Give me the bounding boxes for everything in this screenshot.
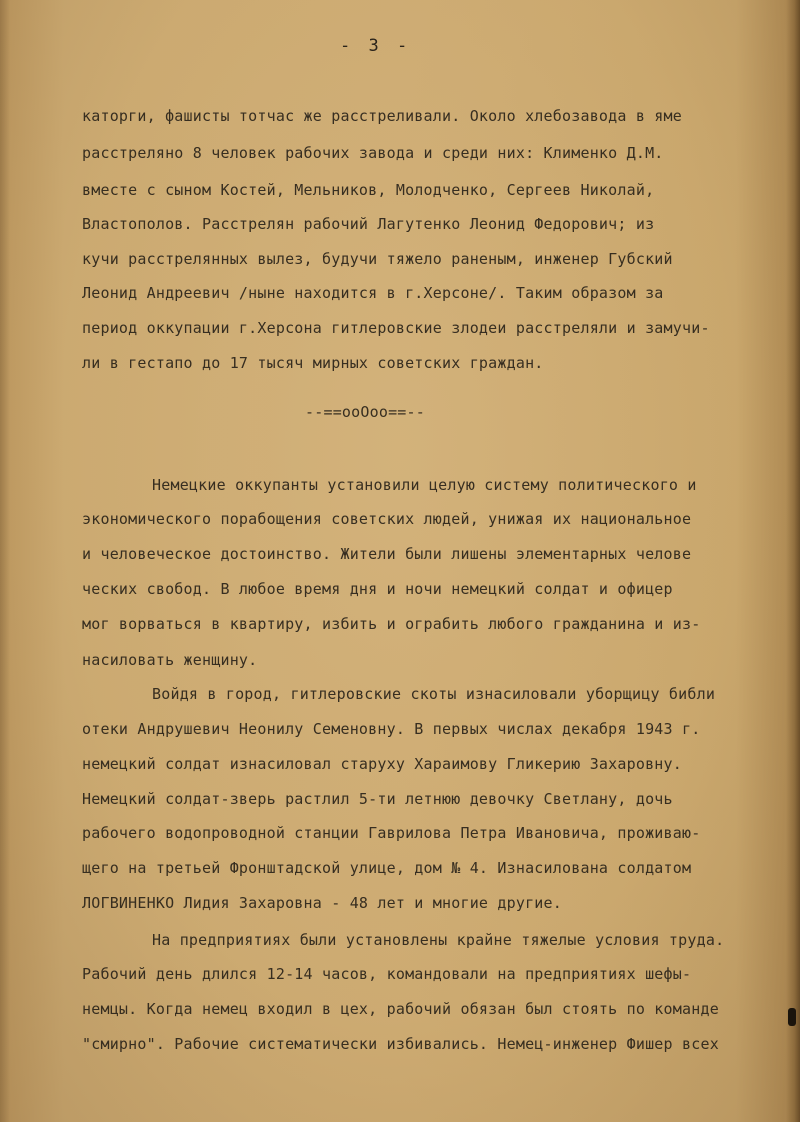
text-line: и человеческое достоинство. Жители были лишены элементарных челове <box>82 545 692 563</box>
text-line: период оккупации г.Херсона гитлеровские злодеи расстреляли и замучи- <box>82 319 710 337</box>
text-line: расстреляно 8 человек рабочих завода и среди них: Клименко Д.М. <box>82 144 664 162</box>
text-line: ЛОГВИНЕНКО Лидия Захаровна - 48 лет и многие другие. <box>82 894 562 912</box>
text-line: Рабочий день длился 12-14 часов, командовали на предприятиях шефы- <box>82 965 692 983</box>
text-line: Властополов. Расстрелян рабочий Лагутенко Леонид Федорович; из <box>82 215 655 233</box>
text-line: каторги, фашисты тотчас же расстреливали. Около хлебозавода в яме <box>82 107 682 125</box>
text-line: отеки Андрушевич Неонилу Семеновну. В первых числах декабря 1943 г. <box>82 720 701 738</box>
text-line: экономического порабощения советских людей, унижая их национальное <box>82 510 692 528</box>
text-line: ли в гестапо до 17 тысяч мирных советских граждан. <box>82 354 544 372</box>
text-line: ческих свобод. В любое время дня и ночи немецкий солдат и офицер <box>82 580 673 598</box>
text-line: "смирно". Рабочие систематически избивались. Немец-инженер Фишер всех <box>82 1035 719 1053</box>
text-line: рабочего водопроводной станции Гаврилова Петра Ивановича, проживаю- <box>82 824 701 842</box>
text-line: мог ворваться в квартиру, избить и ограбить любого гражданина и из- <box>82 615 701 633</box>
text-line: Войдя в город, гитлеровские скоты изнасиловали уборщицу библи <box>152 685 716 703</box>
text-line: Леонид Андреевич /ныне находится в г.Херсоне/. Таким образом за <box>82 284 664 302</box>
text-line: щего на третьей Фронштадской улице, дом № 4. Изнасилована солдатом <box>82 859 692 877</box>
text-line: вместе с сыном Костей, Мельников, Молодченко, Сергеев Николай, <box>82 181 655 199</box>
text-line: немцы. Когда немец входил в цех, рабочий обязан был стоять по команде <box>82 1000 719 1018</box>
text-line: насиловать женщину. <box>82 651 258 669</box>
text-line: Немецкий солдат-зверь растлил 5-ти летнюю девочку Светлану, дочь <box>82 790 673 808</box>
text-line: немецкий солдат изнасиловал старуху Хараимову Гликерию Захаровну. <box>82 755 682 773</box>
text-line: На предприятиях были установлены крайне тяжелые условия труда. <box>152 931 725 949</box>
page-number: - 3 - <box>340 36 412 56</box>
section-separator: --==ooOoo==-- <box>305 403 425 421</box>
text-line: кучи расстрелянных вылез, будучи тяжело раненым, инженер Губский <box>82 250 673 268</box>
text-line: Немецкие оккупанты установили целую систему политического и <box>152 476 697 494</box>
